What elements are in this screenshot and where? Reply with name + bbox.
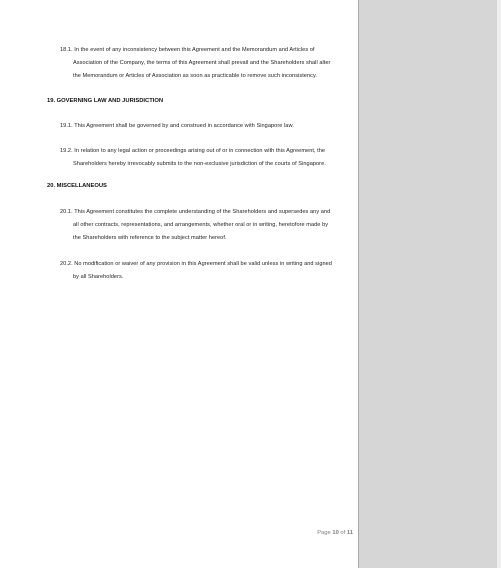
workspace-background	[359, 0, 501, 568]
clause-20-1-first-line: 20.1. This Agreement constitutes the complete understanding of the Shareholders and supersedes any and	[60, 209, 331, 215]
clause-19-2-line-2: Shareholders hereby irrevocably submits to the non-exclusive jurisdiction of the courts of Singapore.	[73, 161, 326, 167]
current-page-number: 10	[332, 530, 339, 536]
page-number-footer	[317, 530, 353, 536]
clause-18-1-first-line: 18.1. In the event of any inconsistency between this Agreement and the Memorandum and Articles of	[60, 47, 315, 53]
clause-19-2-first-line: 19.2. In relation to any legal action or proceedings arising out of or in connection with this Agreement, the	[60, 148, 326, 154]
section-19-heading: 19. GOVERNING LAW AND JURISDICTION	[47, 98, 164, 104]
page-prefix: Page	[317, 530, 333, 536]
clause-18-1-line-2: Association of the Company, the terms of this Agreement shall prevail and the Shareholders shall alter	[73, 60, 331, 66]
total-pages: 11	[346, 530, 353, 536]
clause-20-1-line-3: the Shareholders with reference to the subject matter hereof.	[73, 235, 227, 241]
clause-20-2-first-line: 20.2. No modification or waiver of any provision in this Agreement shall be valid unless in writing and signed	[60, 261, 332, 267]
clause-20-2-line-2: by all Shareholders.	[73, 274, 124, 280]
window-edge	[497, 0, 501, 568]
clause-20-1-line-2: all other contracts, representations, and arrangements, whether oral or in writing, heretofore made by	[73, 222, 329, 228]
clause-18-1-line-3: the Memorandum or Articles of Association as soon as practicable to remove such inconsistency.	[73, 73, 317, 79]
clause-19-1: 19.1. This Agreement shall be governed by and construed in accordance with Singapore law.	[60, 123, 294, 129]
section-20-heading: 20. MISCELLANEOUS	[47, 183, 107, 189]
page-of: of	[338, 530, 347, 536]
